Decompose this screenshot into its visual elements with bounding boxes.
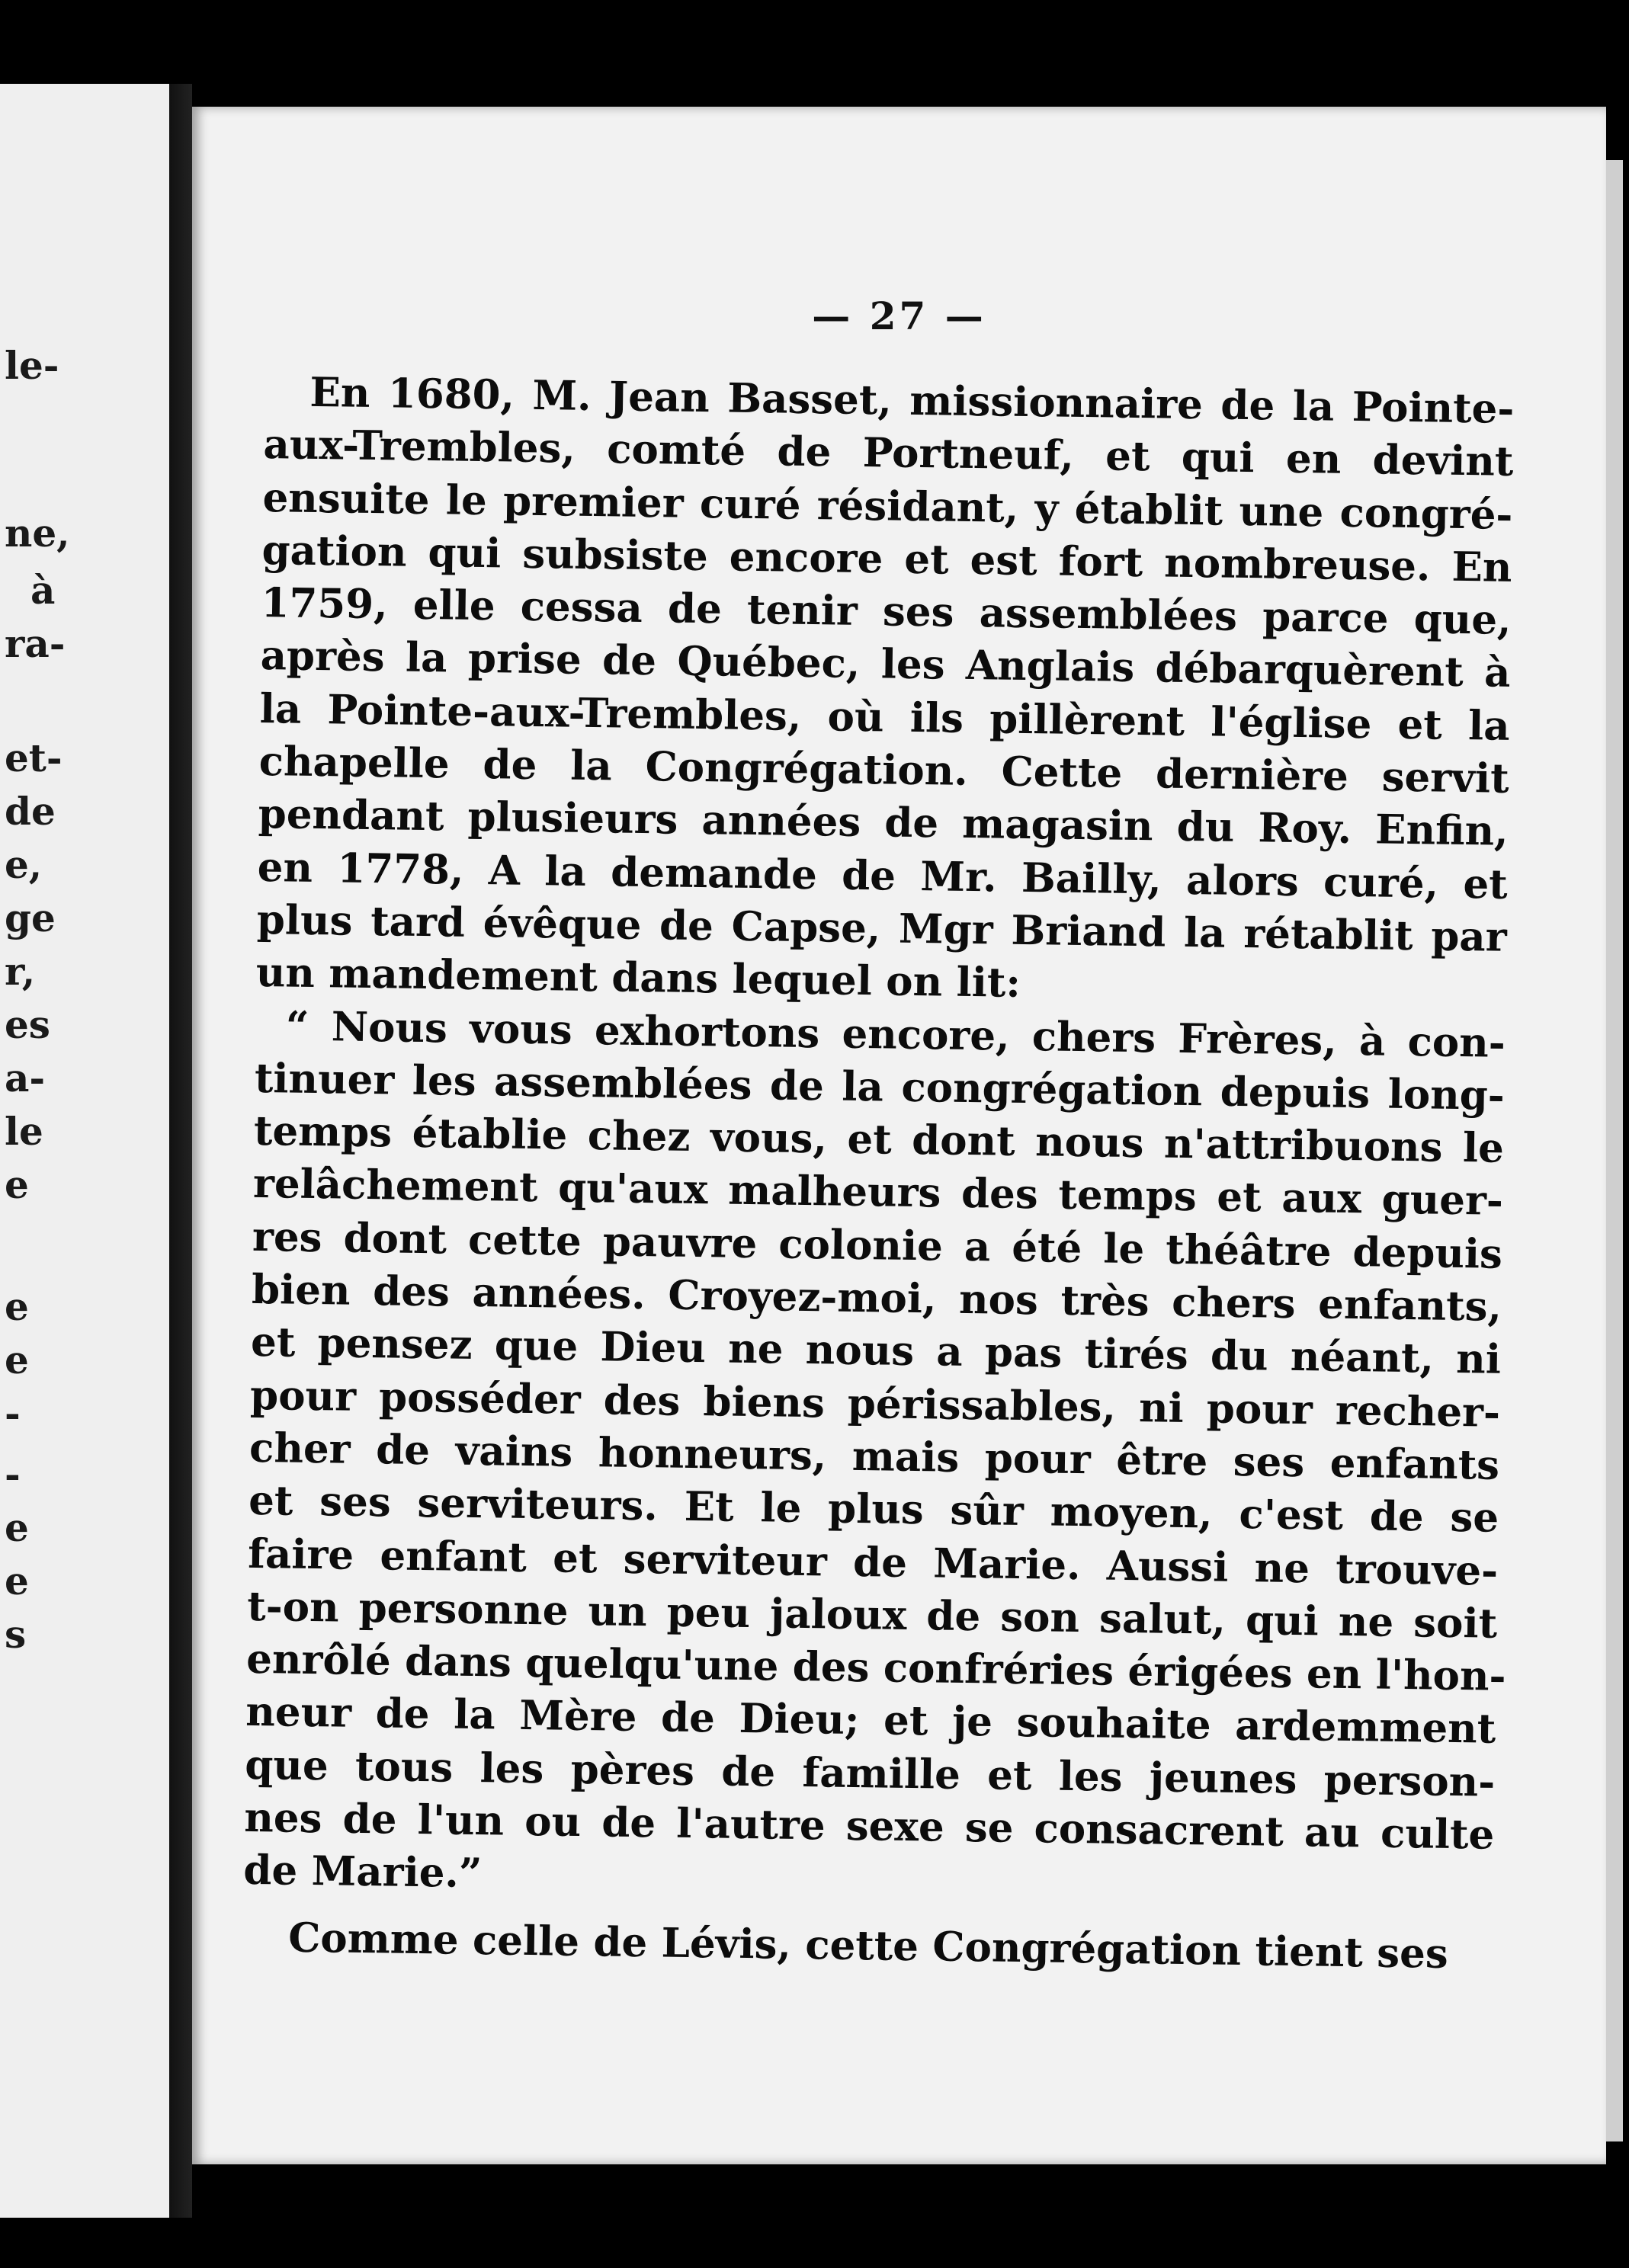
fragment-text: ra-	[5, 621, 66, 666]
text-line: gation qui subsiste encore et est fort nombreuse. En	[261, 526, 1512, 591]
page-body	[242, 366, 1515, 1981]
fragment-text: le	[5, 1109, 43, 1154]
text-line: bien des années. Croyez-moi, nos très chers enfants,	[251, 1265, 1502, 1331]
fragment-text: e	[5, 1505, 29, 1550]
text-line: en 1778, A la demande de Mr. Bailly, alors curé, et	[257, 843, 1509, 908]
text-line: t-on personne un peu jaloux de son salut, qui ne soit	[246, 1582, 1498, 1648]
text-line: et ses serviteurs. Et le plus sûr moyen, c'est de se	[248, 1477, 1499, 1542]
text-line: chapelle de la Congrégation. Cette dernière servit	[258, 738, 1510, 802]
fragment-text: de	[5, 789, 56, 834]
text-line: de Marie.”	[243, 1847, 483, 1898]
text-line: que tous les pères de famille et les jeunes person-	[244, 1741, 1496, 1806]
text-line: En 1680, M. Jean Basset, missionnaire de la Pointe-	[309, 368, 1515, 433]
fragment-text: et-	[5, 735, 63, 780]
text-line: un mandement dans lequel on lit:	[255, 949, 1021, 1007]
text-line: cher de vains honneurs, mais pour être ses enfants	[249, 1424, 1500, 1489]
fragment-text: e	[5, 1337, 29, 1382]
fragment-text: e	[5, 1162, 29, 1207]
text-line: nes de l'un ou de l'autre sexe se consacrent au culte	[243, 1793, 1495, 1859]
paragraph-1	[255, 366, 1514, 1017]
fragment-text: ge	[5, 895, 56, 940]
text-line: pour posséder des biens périssables, ni pour recher-	[249, 1371, 1501, 1437]
page-edge	[1606, 160, 1623, 2141]
text-line: res dont cette pauvre colonie a été le théâtre depuis	[252, 1212, 1503, 1278]
text-line: aux-Trembles, comté de Portneuf, et qui en devint	[263, 421, 1514, 486]
text-line: tinuer les assemblées de la congrégation depuis long-	[254, 1054, 1506, 1120]
fragment-text: r,	[5, 949, 36, 994]
text-line: temps établie chez vous, et dont nous n'attribuons le	[253, 1107, 1505, 1172]
quotation	[243, 999, 1506, 1914]
text-line: enrôlé dans quelqu'une des confréries érigées en l'hon-	[245, 1635, 1506, 1701]
fragment-text: -	[5, 1452, 21, 1497]
page-number: — 27 —	[812, 293, 986, 338]
fragment-text: es	[5, 1002, 50, 1047]
fragment-text: a-	[5, 1056, 46, 1100]
fragment-text: -	[5, 1391, 21, 1436]
facing-page-fragment	[0, 84, 169, 2218]
book-spine	[169, 84, 192, 2218]
book-page	[192, 107, 1606, 2164]
fragment-text: le-	[5, 343, 59, 388]
text-line: et pensez que Dieu ne nous a pas tirés du néant, ni	[250, 1318, 1502, 1384]
text-line: neur de la Mère de Dieu; et je souhaite ardemment	[245, 1688, 1496, 1754]
fragment-text: à	[30, 568, 56, 613]
text-line: 1759, elle cessa de tenir ses assemblées parce que,	[261, 579, 1512, 645]
fragment-text: e,	[5, 842, 43, 887]
fragment-text: e	[5, 1284, 29, 1329]
text-line: la Pointe-aux-Trembles, où ils pillèrent l'église et la	[259, 684, 1510, 750]
text-line: Comme celle de Lévis, cette Congrégation tient ses	[287, 1914, 1449, 1978]
text-line: plus tard évêque de Capse, Mgr Briand la rétablit par	[256, 895, 1508, 961]
text-line: après la prise de Québec, les Anglais débarquèrent à	[260, 632, 1511, 697]
text-line: relâchement qu'aux malheurs des temps et aux guer-	[252, 1160, 1504, 1225]
fragment-text: e	[5, 1558, 29, 1603]
text-line: pendant plusieurs années de magasin du Roy. Enfin,	[258, 790, 1509, 856]
text-line: ensuite le premier curé résidant, y établit une congré-	[262, 473, 1513, 539]
fragment-text: s	[5, 1612, 27, 1657]
text-line: “ Nous vous exhortons encore, chers Frères, à con-	[285, 1002, 1506, 1067]
fragment-text: ne,	[5, 511, 70, 556]
text-line: faire enfant et serviteur de Marie. Aussi ne trouve-	[247, 1530, 1499, 1595]
